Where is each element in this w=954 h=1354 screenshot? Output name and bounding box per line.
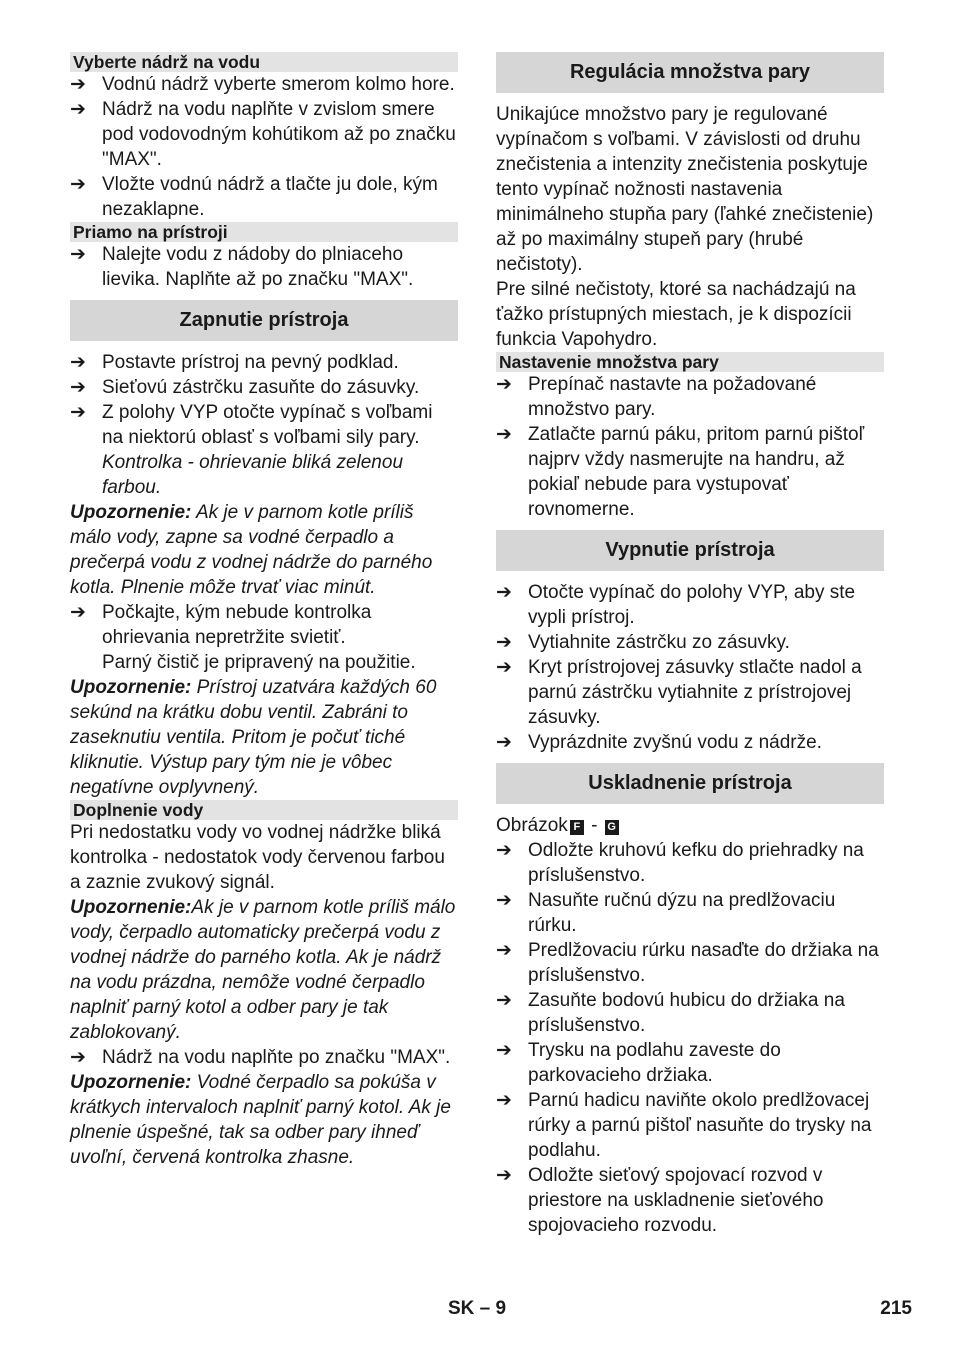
subheading-refill: Doplnenie vody bbox=[70, 800, 458, 820]
list-item: ➔ Počkajte, kým nebude kontrolka ohrievania nepretržite svietiť. bbox=[70, 602, 372, 648]
vapohydro-paragraph: Pre silné nečistoty, ktoré sa nachádzajú na ťažko prístupných miestach, je k dispozícii funkcia Vapohydro. bbox=[496, 279, 856, 350]
arrow-icon: ➔ bbox=[496, 890, 512, 911]
list-item: ➔ Trysku na podlahu zaveste do parkovacieho držiaka. bbox=[496, 1040, 781, 1086]
list-item: ➔ Zatlačte parnú páku, pritom parnú pištoľ najprv vždy nasmerujte na handru, až pokiaľ nebude para vystupovať rovnomerne. bbox=[496, 424, 865, 520]
list-item: ➔ Vytiahnite zástrčku zo zásuvky. bbox=[496, 632, 790, 653]
note-paragraph: Upozornenie: Vodné čerpadlo sa pokúša v krátkych intervaloch naplniť parný kotol. Ak je plnenie úspešné, tak sa odber pary ihneď uvoľní, červená kontrolka zhasne. bbox=[70, 1072, 451, 1168]
list-item: ➔ Prepínač nastavte na požadované množstvo pary. bbox=[496, 374, 817, 420]
list-item: ➔ Nasuňte ručnú dýzu na predlžovaciu rúrku. bbox=[496, 890, 836, 936]
section-heading-storage: Uskladnenie prístroja bbox=[496, 763, 884, 804]
subheading-set-steam: Nastavenie množstva pary bbox=[496, 352, 884, 372]
list-item: ➔ Odložte sieťový spojovací rozvod v priestore na uskladnenie sieťového spojovacieho rozvodu. bbox=[496, 1165, 824, 1236]
note-paragraph: Upozornenie: Prístroj uzatvára každých 60 sekúnd na krátku dobu ventil. Zabráni to zaseknutiu ventila. Pritom je počuť tiché kliknutie. Výstup pary tým nie je vôbec negatívne ovplyvnený. bbox=[70, 677, 437, 798]
list-item: ➔ Z polohy VYP otočte vypínač s voľbami na niektorú oblasť s voľbami sily pary. Kontrolka - ohrievanie bliká zelenou farbou. bbox=[70, 402, 433, 498]
section-heading-switch-off: Vypnutie prístroja bbox=[496, 530, 884, 571]
refill-paragraph: Pri nedostatku vody vo vodnej nádržke bliká kontrolka - nedostatok vody červenou farbou a zaznie zvukový signál. bbox=[70, 822, 445, 893]
footer-section-label: SK – 9 bbox=[447, 1298, 507, 1319]
arrow-icon: ➔ bbox=[496, 1040, 512, 1061]
arrow-icon: ➔ bbox=[496, 632, 512, 653]
arrow-icon: ➔ bbox=[70, 174, 86, 195]
figure-f-icon: F bbox=[570, 820, 584, 835]
section-heading-switch-on: Zapnutie prístroja bbox=[70, 300, 458, 341]
arrow-icon: ➔ bbox=[70, 1047, 86, 1068]
list-item: ➔ Postavte prístroj na pevný podklad. bbox=[70, 352, 399, 373]
arrow-icon: ➔ bbox=[496, 990, 512, 1011]
arrow-icon: ➔ bbox=[496, 657, 512, 678]
arrow-icon: ➔ bbox=[70, 377, 86, 398]
figure-g-icon: G bbox=[605, 820, 619, 835]
figure-reference: Obrázok F - G bbox=[496, 813, 884, 838]
arrow-icon: ➔ bbox=[496, 732, 512, 753]
arrow-icon: ➔ bbox=[496, 1165, 512, 1186]
list-item: ➔ Predlžovaciu rúrku nasaďte do držiaka na príslušenstvo. bbox=[496, 940, 879, 986]
list-item: ➔ Zasuňte bodovú hubicu do držiaka na príslušenstvo. bbox=[496, 990, 845, 1036]
arrow-icon: ➔ bbox=[496, 1090, 512, 1111]
section-heading-steam-regulation: Regulácia množstva pary bbox=[496, 52, 884, 93]
list-item: ➔ Kryt prístrojovej zásuvky stlačte nadol a parnú zástrčku vytiahnite z prístrojovej zásuvky. bbox=[496, 657, 862, 728]
subheading-remove-tank: Vyberte nádrž na vodu bbox=[70, 52, 458, 72]
arrow-icon: ➔ bbox=[70, 402, 86, 423]
list-item: ➔ Vložte vodnú nádrž a tlačte ju dole, kým nezaklapne. bbox=[70, 174, 438, 220]
arrow-icon: ➔ bbox=[70, 99, 86, 120]
list-item: ➔ Vodnú nádrž vyberte smerom kolmo hore. bbox=[70, 74, 455, 95]
arrow-icon: ➔ bbox=[70, 352, 86, 373]
list-item: ➔ Sieťovú zástrčku zasuňte do zásuvky. bbox=[70, 377, 420, 398]
arrow-icon: ➔ bbox=[70, 244, 86, 265]
regulation-paragraph: Unikajúce množstvo pary je regulované vypínačom s voľbami. V závislosti od druhu znečistenia a intenzity znečistenia poskytuje tento vypínač nožnosti nastavenia minimálneho stupňa pary (ľahké znečistenie) až po maximálny stupeň pary (hrubé nečistoty). bbox=[496, 104, 874, 275]
arrow-icon: ➔ bbox=[496, 424, 512, 445]
arrow-icon: ➔ bbox=[496, 374, 512, 395]
indicator-note: Kontrolka - ohrievanie bliká zelenou farbou. bbox=[102, 452, 404, 498]
note-paragraph: Upozornenie: Ak je v parnom kotle príliš málo vody, zapne sa vodné čerpadlo a prečerpá vodu z vodnej nádrže do parného kotla. Plnenie môže trvať viac minút. bbox=[70, 502, 433, 598]
arrow-icon: ➔ bbox=[496, 940, 512, 961]
page-number: 215 bbox=[880, 1298, 912, 1319]
result-text: Parný čistič je pripravený na použitie. bbox=[102, 652, 416, 673]
subheading-direct: Priamo na prístroji bbox=[70, 222, 458, 242]
list-item: ➔ Nádrž na vodu naplňte v zvislom smere pod vodovodným kohútikom až po značku "MAX". bbox=[70, 99, 456, 170]
arrow-icon: ➔ bbox=[70, 602, 86, 623]
list-item: ➔ Vyprázdnite zvyšnú vodu z nádrže. bbox=[496, 732, 822, 753]
right-column bbox=[496, 52, 884, 1238]
list-item: ➔ Odložte kruhovú kefku do priehradky na príslušenstvo. bbox=[496, 840, 864, 886]
arrow-icon: ➔ bbox=[496, 840, 512, 861]
arrow-icon: ➔ bbox=[70, 74, 86, 95]
left-column bbox=[70, 52, 458, 1170]
note-paragraph: Upozornenie:Ak je v parnom kotle príliš málo vody, čerpadlo automaticky prečerpá vodu z vodnej nádrže do parného kotla. Ak je nádrž na vodu prázdna, nemôže vodné čerpadlo naplniť parný kotol a odber pary je tak zablokovaný. bbox=[70, 897, 456, 1043]
list-item: ➔ Parnú hadicu naviňte okolo predlžovacej rúrky a parnú pištoľ nasuňte do trysky na podlahu. bbox=[496, 1090, 872, 1161]
list-item: ➔ Nádrž na vodu naplňte po značku "MAX". bbox=[70, 1047, 451, 1068]
list-item: ➔ Nalejte vodu z nádoby do plniaceho lievika. Naplňte až po značku "MAX". bbox=[70, 244, 414, 290]
list-item: ➔ Otočte vypínač do polohy VYP, aby ste vypli prístroj. bbox=[496, 582, 856, 628]
arrow-icon: ➔ bbox=[496, 582, 512, 603]
